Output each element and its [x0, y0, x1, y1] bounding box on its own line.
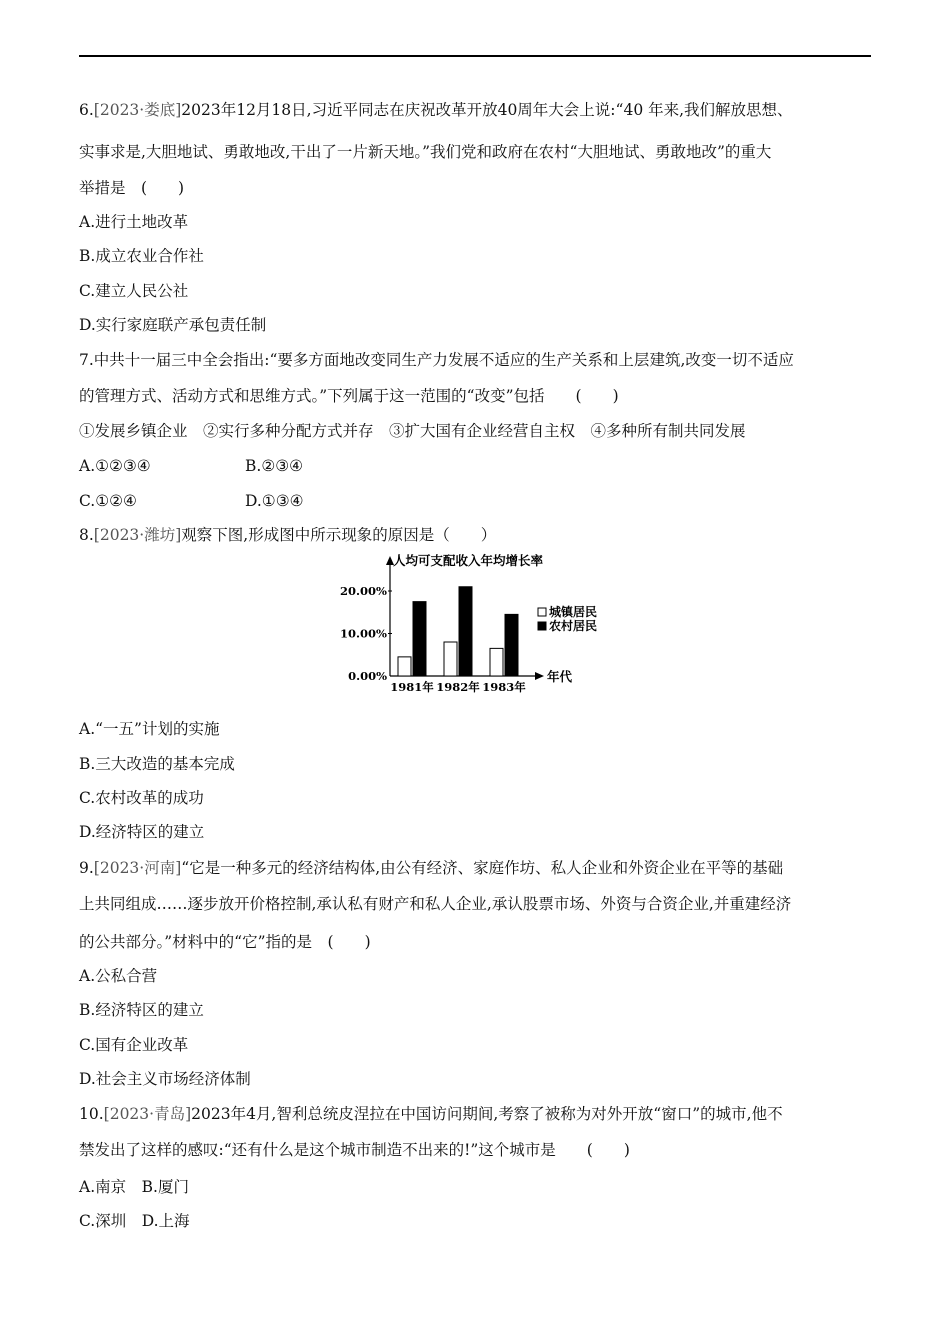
question-7-line-1: 7.中共十一届三中全会指出:“要多方面地改变同生产力发展不适应的生产关系和上层建筑,改变一切不适应	[79, 351, 794, 369]
y-tick-label: 10.00%	[340, 626, 387, 641]
y-tick-label: 0.00%	[348, 669, 387, 683]
question-10-line-2: 禁发出了这样的感叹:“还有什么是这个城市制造不出来的!”这个城市是 ( )	[79, 1141, 630, 1159]
question-9-source: [2023·河南]	[93, 859, 182, 877]
question-7-line-2: 的管理方式、活动方式和思维方式。”下列属于这一范围的“改变”包括 ( )	[79, 387, 619, 405]
question-6-option-c[interactable]: C.建立人民公社	[79, 282, 189, 300]
question-6-line-1: 6.[2023·娄底]2023年12月18日,习近平同志在庆祝改革开放40周年大会上说:“40 年来,我们解放思想、	[79, 101, 793, 119]
question-6-option-d[interactable]: D.实行家庭联产承包责任制	[79, 316, 267, 334]
question-9-option-b[interactable]: B.经济特区的建立	[79, 1001, 204, 1019]
x-tick-label: 1983年	[482, 680, 526, 694]
bar-urban-3	[490, 648, 503, 676]
question-9-line-2: 上共同组成……逐步放开价格控制,承认私有财产和私人企业,承认股票市场、外资与合资企业,并重建经济	[79, 895, 792, 913]
question-9-option-d[interactable]: D.社会主义市场经济体制	[79, 1070, 251, 1088]
question-7-option-c[interactable]: C.①②④	[79, 492, 137, 510]
question-10-options-ab[interactable]: A.南京 B.厦门	[79, 1178, 189, 1196]
question-8-line-1: 8.[2023·潍坊]观察下图,形成图中所示现象的原因是（ ）	[79, 526, 497, 544]
bar-rural-1	[413, 602, 426, 676]
question-10-line-1: 10.[2023·青岛]2023年4月,智利总统皮涅拉在中国访问期间,考察了被称为对外开放“窗口”的城市,他不	[79, 1105, 783, 1123]
bar-urban-2	[444, 642, 457, 676]
question-7-option-d[interactable]: D.①③④	[245, 492, 304, 510]
bar-urban-1	[398, 657, 411, 676]
legend-swatch	[538, 622, 546, 630]
bar-rural-2	[459, 587, 472, 676]
question-9-line-3: 的公共部分。”材料中的“它”指的是 ( )	[79, 933, 371, 951]
question-6-option-b[interactable]: B.成立农业合作社	[79, 247, 204, 265]
question-6-line-2: 实事求是,大胆地试、勇敢地改,干出了一片新天地。”我们党和政府在农村“大胆地试、勇敢地改”的重大	[79, 143, 772, 161]
question-8-source: [2023·潍坊]	[93, 526, 182, 544]
top-rule	[79, 55, 871, 57]
chart-title: 人均可支配收入年均增长率	[393, 553, 544, 568]
question-8-option-d[interactable]: D.经济特区的建立	[79, 823, 205, 841]
question-9-option-a[interactable]: A.公私合营	[79, 967, 158, 985]
question-8-option-c[interactable]: C.农村改革的成功	[79, 789, 204, 807]
x-axis-label: 年代	[547, 669, 573, 684]
question-6-line-3: 举措是 ( )	[79, 179, 185, 197]
question-9-line-1: 9.[2023·河南]“它是一种多元的经济结构体,由公有经济、家庭作坊、私人企业和外资企业在平等的基础	[79, 859, 784, 877]
x-axis-arrow	[535, 672, 544, 680]
bar-rural-3	[505, 614, 518, 676]
question-7-option-a[interactable]: A.①②③④	[79, 457, 151, 475]
question-7-option-b[interactable]: B.②③④	[245, 457, 304, 475]
question-8-option-a[interactable]: A.“一五”计划的实施	[79, 720, 220, 738]
legend-label: 城镇居民	[549, 605, 598, 619]
question-8-option-b[interactable]: B.三大改造的基本完成	[79, 755, 235, 773]
question-7-statements: ①发展乡镇企业 ②实行多种分配方式并存 ③扩大国有企业经营自主权 ④多种所有制共同发展	[79, 422, 746, 440]
y-tick-label: 20.00%	[340, 584, 387, 598]
x-tick-label: 1981年	[390, 680, 434, 694]
legend-swatch	[538, 608, 546, 616]
x-tick-label: 1982年	[436, 680, 480, 694]
question-6-option-a[interactable]: A.进行土地改革	[79, 213, 189, 231]
question-10-source: [2023·青岛]	[103, 1105, 192, 1123]
question-10-options-cd[interactable]: C.深圳 D.上海	[79, 1212, 190, 1230]
question-9-option-c[interactable]: C.国有企业改革	[79, 1036, 189, 1054]
legend-label: 农村居民	[549, 619, 598, 633]
income-growth-bar-chart	[330, 548, 610, 698]
question-6-source: [2023·娄底]	[93, 101, 182, 119]
